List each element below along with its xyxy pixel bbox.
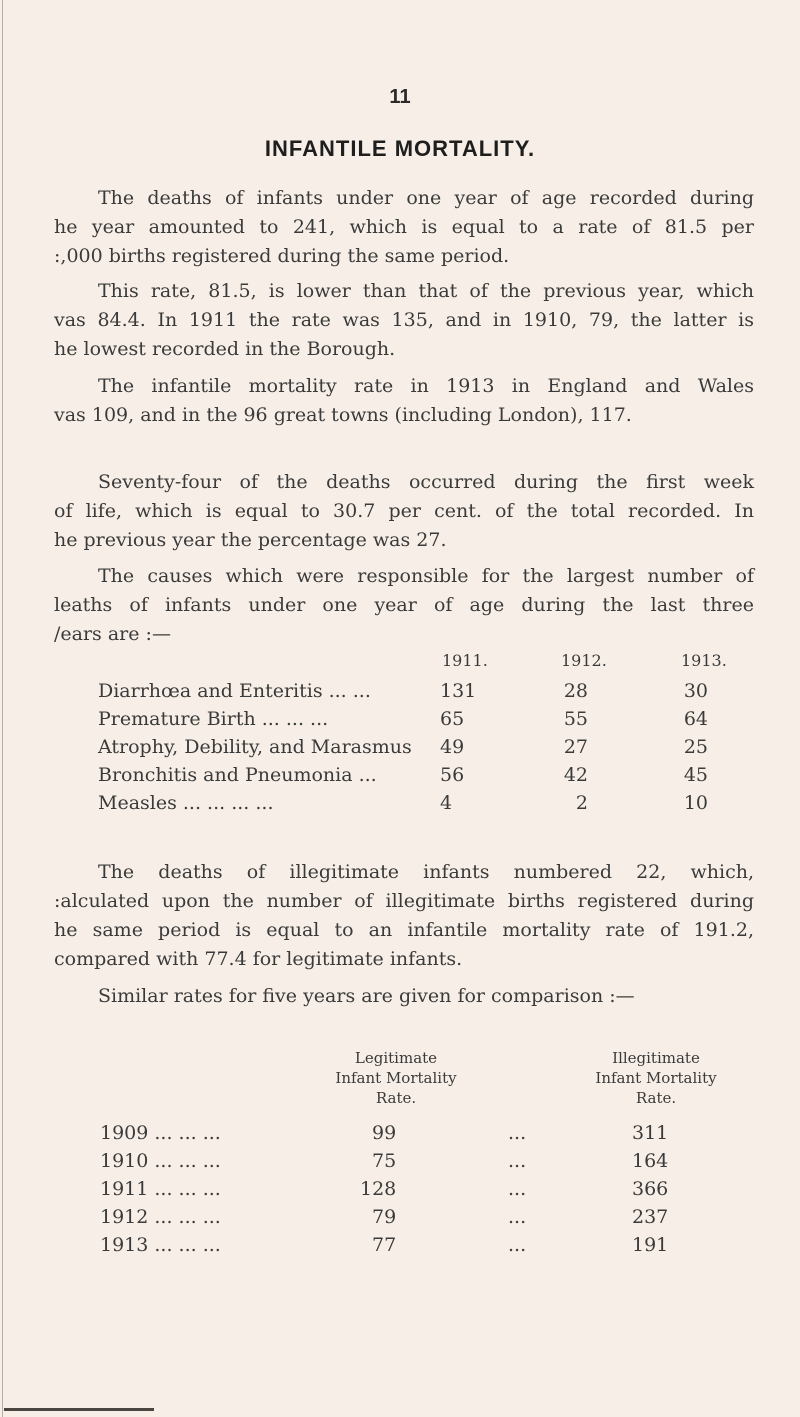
text-line: Similar rates for five years are given for comparison :— [98, 985, 635, 1007]
text-line: vas 84.4. In 1911 the rate was 135, and in 1910, 79, the latter is [54, 309, 754, 331]
table-cell: ... [508, 1150, 527, 1172]
table-cell: 311 [632, 1122, 669, 1144]
text-line: compared with 77.4 for legitimate infants. [54, 948, 463, 970]
text-line: /ears are :— [54, 623, 171, 645]
table-row-year: 1909 ... ... ... [100, 1122, 221, 1144]
table-cell: 2 [575, 792, 588, 814]
table-cell: 10 [683, 792, 708, 814]
table-cell: 99 [372, 1122, 397, 1144]
table-cell: 237 [632, 1206, 669, 1228]
causes-header-1912: 1912. [561, 651, 607, 670]
table-cell: 366 [632, 1178, 669, 1200]
page-number: 11 [389, 86, 411, 108]
table-cell: 45 [683, 764, 708, 786]
text-line: The infantile mortality rate in 1913 in England and Wales [98, 375, 754, 397]
text-line: The deaths of infants under one year of age recorded during [98, 187, 754, 209]
table-cell: ... [508, 1206, 527, 1228]
table-cell: 4 [440, 792, 453, 814]
header-line: Legitimate [354, 1049, 438, 1067]
table-cell: 131 [440, 680, 477, 702]
header-line: Illegitimate [612, 1049, 700, 1067]
table-cell: 164 [632, 1150, 669, 1172]
text-line: vas 109, and in the 96 great towns (including London), 117. [54, 404, 632, 426]
table-cell: ... [508, 1122, 527, 1144]
paragraph-england-wales [54, 372, 754, 430]
table-cell: 191 [632, 1234, 669, 1256]
paragraph-comparison-intro [54, 982, 754, 1011]
page-title: INFANTILE MORTALITY. [264, 136, 536, 161]
table-cell: 56 [440, 764, 465, 786]
text-line: Seventy-four of the deaths occurred during the first week [98, 471, 754, 493]
text-line: :,000 births registered during the same period. [54, 245, 510, 267]
table-row-cause: Premature Birth ... ... ... [98, 708, 329, 730]
table-row-year: 1912 ... ... ... [100, 1206, 221, 1228]
causes-header-1911: 1911. [442, 651, 488, 670]
table-cell: 49 [440, 736, 465, 758]
text-line: The causes which were responsible for the largest number of [98, 565, 754, 587]
table-row-cause: Diarrhœa and Enteritis ... ... [98, 680, 371, 702]
table-row-year: 1911 ... ... ... [100, 1178, 221, 1200]
text-line: The deaths of illegitimate infants numbered 22, which, [98, 861, 754, 883]
table-cell: 30 [683, 680, 708, 702]
paragraph-rate-comparison [54, 277, 754, 364]
page-edge-line [2, 0, 3, 1417]
table-cell: 25 [683, 736, 708, 758]
paragraph-deaths-recorded [54, 184, 754, 271]
table-row-year: 1913 ... ... ... [100, 1234, 221, 1256]
causes-header-1913: 1913. [681, 651, 727, 670]
table-row-year: 1910 ... ... ... [100, 1150, 221, 1172]
table-cell: 55 [563, 708, 588, 730]
text-line: This rate, 81.5, is lower than that of the previous year, which [98, 280, 754, 302]
table-row-cause: Atrophy, Debility, and Marasmus [98, 736, 412, 758]
text-line: he lowest recorded in the Borough. [54, 338, 396, 360]
paragraph-illegitimate [54, 858, 754, 974]
text-line: he same period is equal to an infantile mortality rate of 191.2, [54, 919, 754, 941]
text-line: :alculated upon the number of illegitimate births registered during [54, 890, 754, 912]
table-cell: 77 [372, 1234, 397, 1256]
page-bottom-mark [4, 1408, 154, 1411]
header-line: Rate. [635, 1089, 677, 1107]
paragraph-first-week [54, 468, 754, 555]
header-line: Rate. [375, 1089, 417, 1107]
table-cell: 64 [683, 708, 708, 730]
legitimate-column-header [306, 1048, 486, 1108]
table-cell: 28 [563, 680, 588, 702]
table-cell: 27 [563, 736, 588, 758]
table-cell: 128 [360, 1178, 397, 1200]
illegitimate-column-header [566, 1048, 746, 1108]
table-cell: 75 [372, 1150, 397, 1172]
table-cell: 65 [440, 708, 465, 730]
header-line: Infant Mortality [335, 1069, 457, 1087]
text-line: he year amounted to 241, which is equal to a rate of 81.5 per [54, 216, 754, 238]
table-row-cause: Bronchitis and Pneumonia ... [98, 764, 377, 786]
table-cell: 42 [563, 764, 588, 786]
text-line: of life, which is equal to 30.7 per cent. of the total recorded. In [54, 500, 754, 522]
paragraph-causes-intro [54, 562, 754, 649]
text-line: he previous year the percentage was 27. [54, 529, 447, 551]
header-line: Infant Mortality [595, 1069, 717, 1087]
table-cell: ... [508, 1234, 527, 1256]
text-line: leaths of infants under one year of age during the last three [54, 594, 754, 616]
table-cell: ... [508, 1178, 527, 1200]
table-row-cause: Measles ... ... ... ... [98, 792, 274, 814]
table-cell: 79 [372, 1206, 397, 1228]
